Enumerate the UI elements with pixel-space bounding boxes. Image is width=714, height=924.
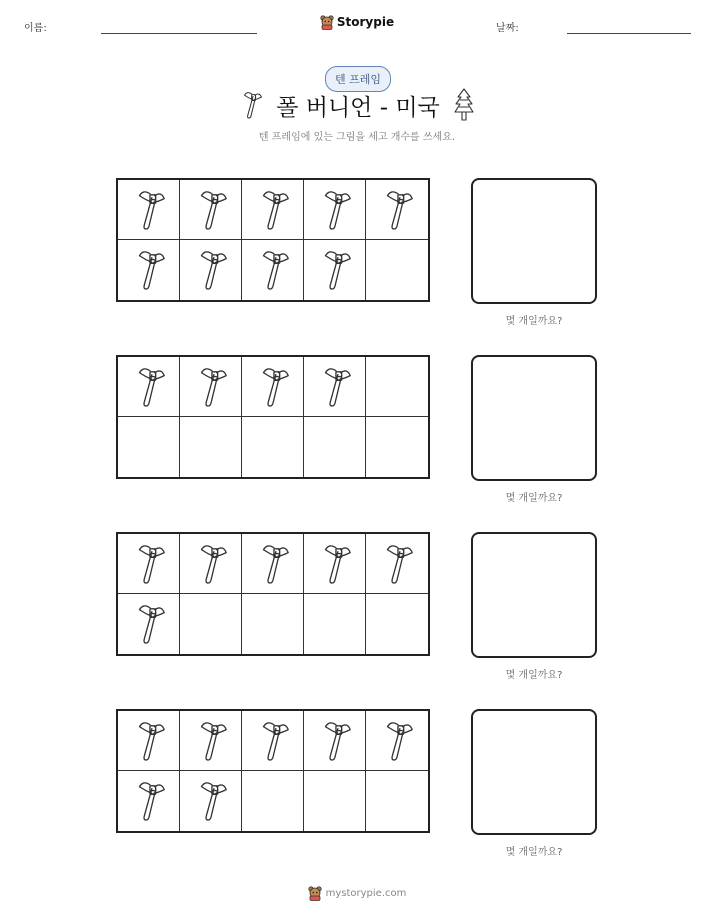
axe-icon bbox=[130, 247, 168, 293]
ten-frame-cell bbox=[118, 534, 180, 594]
axe-icon bbox=[254, 718, 292, 764]
title-row bbox=[0, 88, 714, 122]
axe-icon bbox=[254, 541, 292, 587]
ten-frame-cell bbox=[180, 711, 242, 771]
ten-frame-cell bbox=[366, 357, 428, 417]
ten-frame-cell bbox=[242, 534, 304, 594]
ten-frame-cell bbox=[242, 417, 304, 477]
axe-icon bbox=[238, 88, 264, 122]
ten-frame-1 bbox=[116, 178, 430, 302]
ten-frame-cell bbox=[242, 711, 304, 771]
ten-frame-cell bbox=[180, 357, 242, 417]
ten-frame-cell bbox=[304, 180, 366, 240]
ten-frame-cell bbox=[366, 180, 428, 240]
topic-badge: 텐 프레임 bbox=[325, 66, 391, 92]
ten-frame-3 bbox=[116, 532, 430, 656]
ten-frame-cell bbox=[304, 357, 366, 417]
axe-icon bbox=[130, 601, 168, 647]
ten-frame-cell bbox=[180, 594, 242, 654]
ten-frame-cell bbox=[366, 240, 428, 300]
axe-icon bbox=[192, 187, 230, 233]
answer-prompt: 몇 개일까요? bbox=[505, 670, 563, 681]
ten-frame-cell bbox=[242, 594, 304, 654]
axe-icon bbox=[192, 541, 230, 587]
date-label: 날짜: bbox=[496, 23, 519, 34]
ten-frame-cell bbox=[242, 180, 304, 240]
axe-icon bbox=[254, 247, 292, 293]
axe-icon bbox=[378, 718, 416, 764]
ten-frame-cell bbox=[118, 357, 180, 417]
axe-icon bbox=[192, 247, 230, 293]
ten-frame-cell bbox=[366, 594, 428, 654]
ten-frame-cell bbox=[304, 534, 366, 594]
instructions: 텐 프레임에 있는 그림을 세고 개수를 쓰세요. bbox=[258, 132, 456, 143]
bear-mascot-icon bbox=[320, 14, 334, 30]
answer-box-3[interactable] bbox=[471, 532, 597, 658]
answer-prompt: 몇 개일까요? bbox=[505, 847, 563, 858]
axe-icon bbox=[130, 364, 168, 410]
ten-frame-cell bbox=[242, 771, 304, 831]
ten-frame-cell bbox=[304, 417, 366, 477]
answer-box-4[interactable] bbox=[471, 709, 597, 835]
ten-frame-cell bbox=[366, 711, 428, 771]
name-label: 이름: bbox=[24, 23, 47, 34]
axe-icon bbox=[130, 778, 168, 824]
ten-frame-cell bbox=[180, 417, 242, 477]
ten-frame-4 bbox=[116, 709, 430, 833]
ten-frame-cell bbox=[118, 771, 180, 831]
axe-icon bbox=[192, 778, 230, 824]
name-line[interactable] bbox=[101, 33, 257, 34]
ten-frame-cell bbox=[118, 180, 180, 240]
page-title: 폴 버니언 - 미국 bbox=[276, 94, 440, 121]
ten-frame-cell bbox=[304, 240, 366, 300]
footer-url[interactable]: mystorypie.com bbox=[325, 887, 407, 899]
ten-frame-cell bbox=[304, 771, 366, 831]
ten-frame-2 bbox=[116, 355, 430, 479]
ten-frame-cell bbox=[304, 594, 366, 654]
date-line[interactable] bbox=[567, 33, 691, 34]
answer-box-2[interactable] bbox=[471, 355, 597, 481]
ten-frame-cell bbox=[180, 771, 242, 831]
axe-icon bbox=[192, 364, 230, 410]
ten-frame-cell bbox=[304, 711, 366, 771]
ten-frame-cell bbox=[118, 240, 180, 300]
ten-frame-cell bbox=[242, 240, 304, 300]
ten-frame-cell bbox=[118, 417, 180, 477]
storypie-logo bbox=[0, 14, 714, 30]
ten-frame-cell bbox=[180, 180, 242, 240]
ten-frame-cell bbox=[242, 357, 304, 417]
ten-frame-cell bbox=[366, 534, 428, 594]
answer-prompt: 몇 개일까요? bbox=[505, 316, 563, 327]
ten-frame-cell bbox=[118, 594, 180, 654]
axe-icon bbox=[130, 541, 168, 587]
ten-frame-cell bbox=[118, 711, 180, 771]
axe-icon bbox=[378, 187, 416, 233]
bear-mascot-icon bbox=[308, 885, 322, 901]
axe-icon bbox=[130, 187, 168, 233]
footer bbox=[0, 885, 714, 901]
pine-tree-icon bbox=[452, 88, 476, 122]
axe-icon bbox=[254, 364, 292, 410]
axe-icon bbox=[316, 187, 354, 233]
answer-prompt: 몇 개일까요? bbox=[505, 493, 563, 504]
answer-box-1[interactable] bbox=[471, 178, 597, 304]
ten-frame-cell bbox=[180, 534, 242, 594]
axe-icon bbox=[316, 541, 354, 587]
ten-frame-cell bbox=[180, 240, 242, 300]
axe-icon bbox=[316, 718, 354, 764]
axe-icon bbox=[316, 247, 354, 293]
axe-icon bbox=[254, 187, 292, 233]
axe-icon bbox=[130, 718, 168, 764]
ten-frame-cell bbox=[366, 771, 428, 831]
axe-icon bbox=[378, 541, 416, 587]
ten-frame-cell bbox=[366, 417, 428, 477]
axe-icon bbox=[316, 364, 354, 410]
axe-icon bbox=[192, 718, 230, 764]
logo-text: Storypie bbox=[336, 15, 395, 29]
